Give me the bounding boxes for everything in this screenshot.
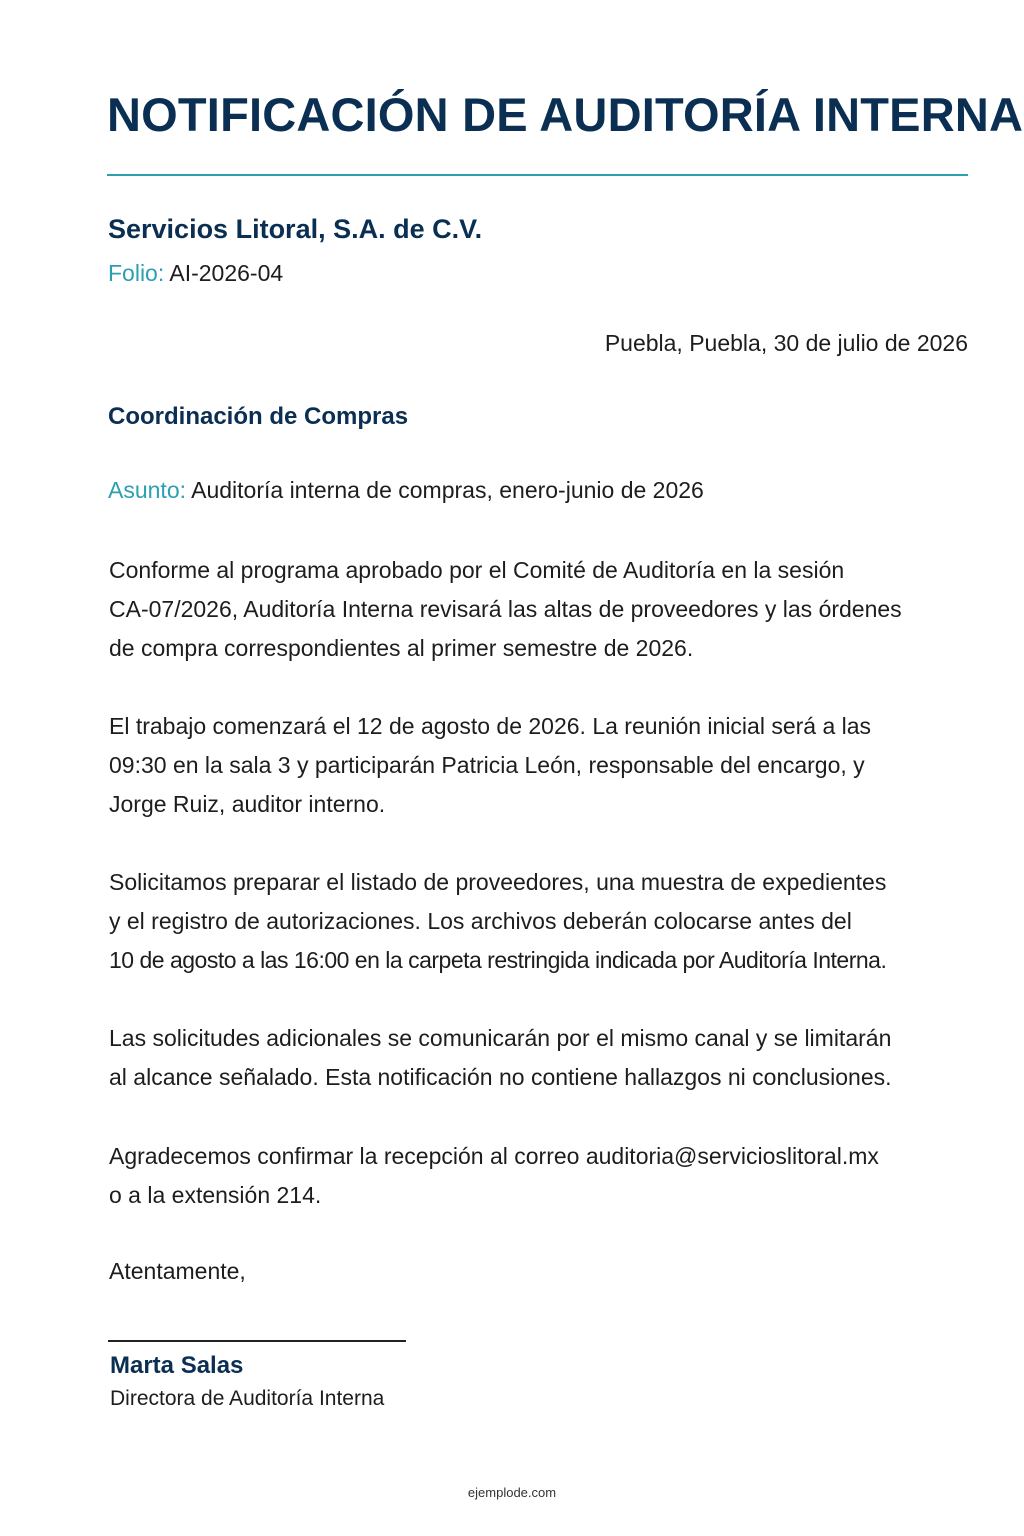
body-paragraph bbox=[109, 863, 959, 980]
paragraph-line: Agradecemos confirmar la recepción al correo auditoria@servicioslitoral.mx bbox=[109, 1143, 879, 1169]
signatory-name: Marta Salas bbox=[110, 1352, 244, 1379]
subject-value: Auditoría interna de compras, enero-junio de 2026 bbox=[191, 477, 704, 503]
paragraph-line: al alcance señalado. Esta notificación no contiene hallazgos ni conclusiones. bbox=[109, 1064, 892, 1090]
paragraph-line: El trabajo comenzará el 12 de agosto de 2026. La reunión inicial será a las bbox=[109, 713, 872, 739]
paragraph-line: CA-07/2026, Auditoría Interna revisará las altas de proveedores y las órdenes bbox=[109, 596, 902, 622]
closing: Atentamente, bbox=[109, 1258, 246, 1284]
paragraph-line: y el registro de autorizaciones. Los archivos deberán colocarse antes del bbox=[109, 908, 852, 934]
folio bbox=[108, 257, 283, 289]
paragraph-line: 09:30 en la sala 3 y participarán Patricia León, responsable del encargo, y bbox=[109, 752, 865, 778]
body-paragraph bbox=[109, 551, 959, 668]
title-divider bbox=[107, 174, 968, 176]
company-name: Servicios Litoral, S.A. de C.V. bbox=[108, 214, 483, 244]
paragraph-line: de compra correspondientes al primer semestre de 2026. bbox=[109, 635, 694, 661]
footer-source: ejemplode.com bbox=[467, 1485, 557, 1500]
paragraph-line: Solicitamos preparar el listado de proveedores, una muestra de expedientes bbox=[109, 869, 887, 895]
document-title: NOTIFICACIÓN DE AUDITORÍA INTERNA bbox=[107, 88, 1024, 141]
letter-date: Puebla, Puebla, 30 de julio de 2026 bbox=[604, 330, 968, 356]
paragraph-line: Las solicitudes adicionales se comunicarán por el mismo canal y se limitarán bbox=[109, 1025, 892, 1051]
paragraph-line: Conforme al programa aprobado por el Comité de Auditoría en la sesión bbox=[109, 557, 845, 583]
subject-label: Asunto: bbox=[108, 477, 186, 503]
signature-line bbox=[108, 1340, 406, 1342]
body-paragraph bbox=[109, 1019, 959, 1097]
folio-value: AI-2026-04 bbox=[169, 260, 284, 286]
folio-label: Folio: bbox=[108, 260, 165, 286]
paragraph-line: 10 de agosto a las 16:00 en la carpeta restringida indicada por Auditoría Interna. bbox=[109, 947, 887, 973]
signatory-role: Directora de Auditoría Interna bbox=[110, 1387, 385, 1410]
body-paragraph bbox=[109, 707, 959, 824]
paragraph-line: Jorge Ruiz, auditor interno. bbox=[109, 791, 386, 817]
body-paragraph bbox=[109, 1137, 959, 1215]
recipient: Coordinación de Compras bbox=[108, 403, 409, 430]
paragraph-line: o a la extensión 214. bbox=[109, 1182, 322, 1208]
subject-line bbox=[108, 474, 704, 506]
